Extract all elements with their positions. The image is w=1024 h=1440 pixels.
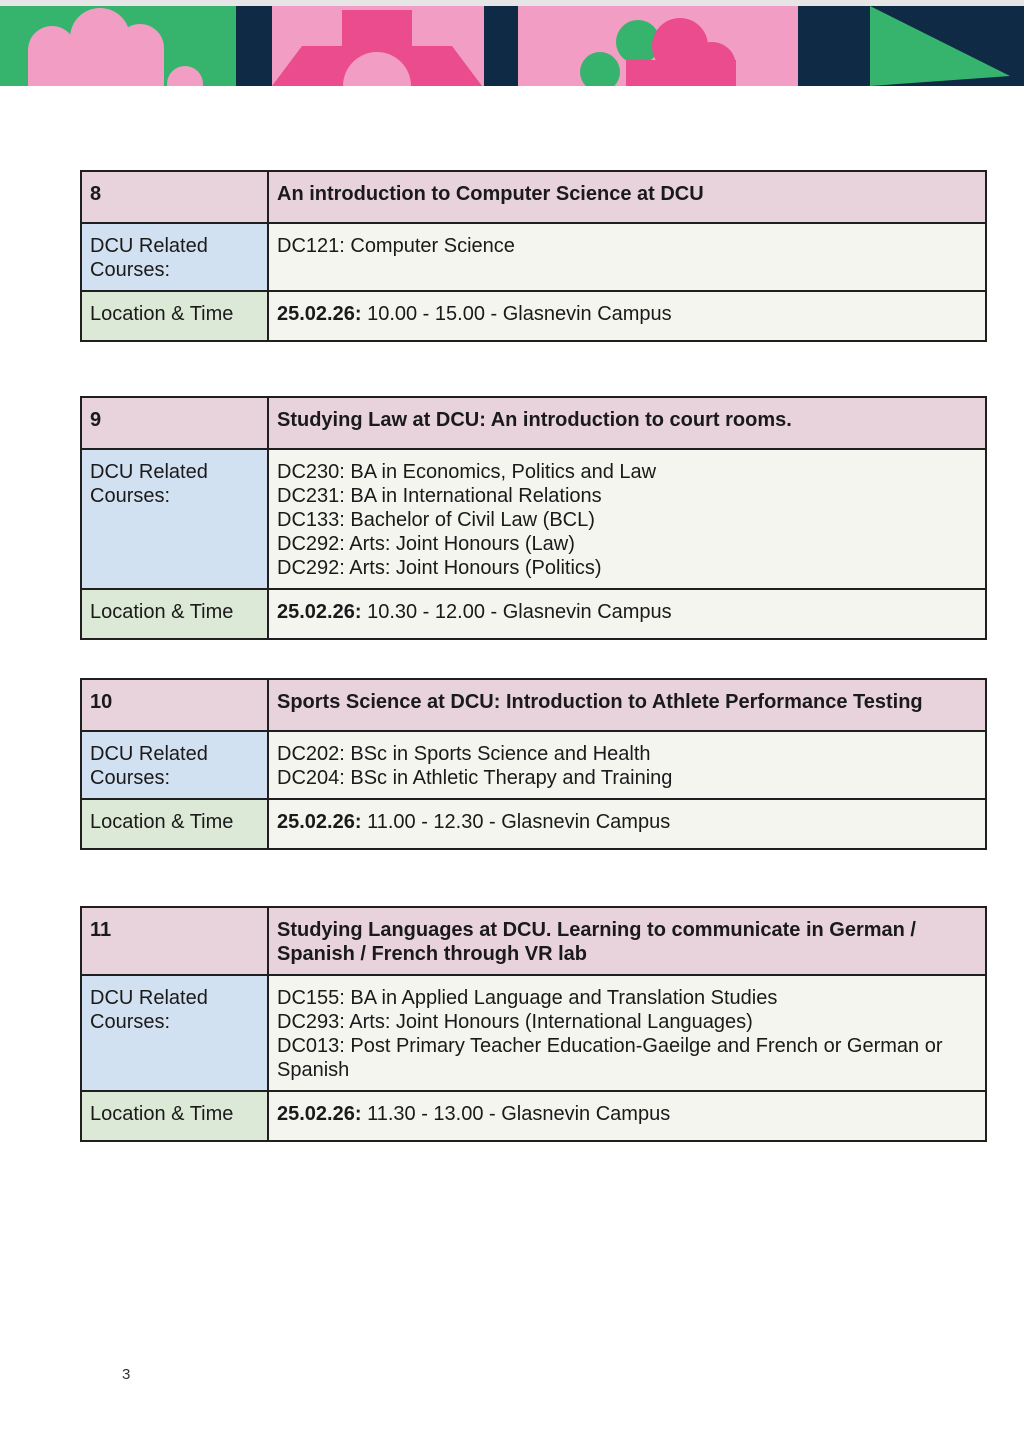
courses-list [268,731,986,799]
event-header-row [81,907,986,975]
decorative-banner [0,0,1024,86]
event-date: 25.02.26: [277,303,362,325]
event-number: 10 [81,679,268,731]
event-table-10 [80,678,987,850]
courses-list [268,449,986,589]
location-label: Location & Time [81,799,268,849]
course-item: DC133: Bachelor of Civil Law (BCL) [277,509,595,531]
location-time-value [268,291,986,341]
location-label: Location & Time [81,1091,268,1141]
event-courses-row [81,223,986,291]
event-table-8 [80,170,987,342]
location-label: Location & Time [81,291,268,341]
location-time-value [268,589,986,639]
event-header-row [81,171,986,223]
page-number: 3 [122,1366,131,1383]
course-item: DC292: Arts: Joint Honours (Law) [277,533,575,555]
event-title: Studying Languages at DCU. Learning to communicate in German / Spanish / French through VR lab [268,907,986,975]
course-item: DC013: Post Primary Teacher Education-Gaeilge and French or German or Spanish [277,1035,943,1081]
event-time-location: 11.00 - 12.30 - Glasnevin Campus [361,811,671,833]
event-title: An introduction to Computer Science at DCU [268,171,986,223]
location-time-value [268,1091,986,1141]
courses-label: DCU Related Courses: [81,975,268,1091]
course-item: DC202: BSc in Sports Science and Health [277,743,651,765]
event-table-9 [80,396,987,640]
courses-list [268,975,986,1091]
courses-list [268,223,986,291]
event-courses-row [81,449,986,589]
event-title: Studying Law at DCU: An introduction to court rooms. [268,397,986,449]
banner-panel-navy [236,6,272,86]
event-time-location: 10.30 - 12.00 - Glasnevin Campus [361,601,672,623]
event-date: 25.02.26: [277,1103,362,1125]
courses-label: DCU Related Courses: [81,449,268,589]
course-item: DC231: BA in International Relations [277,485,602,507]
event-title: Sports Science at DCU: Introduction to Athlete Performance Testing [268,679,986,731]
course-item: DC230: BA in Economics, Politics and Law [277,461,657,483]
location-time-value [268,799,986,849]
course-item: DC121: Computer Science [277,235,515,257]
event-time-location: 11.30 - 13.00 - Glasnevin Campus [361,1103,671,1125]
event-courses-row [81,731,986,799]
course-item: DC292: Arts: Joint Honours (Politics) [277,557,602,579]
course-item: DC293: Arts: Joint Honours (International Languages) [277,1011,753,1033]
location-label: Location & Time [81,589,268,639]
event-number: 11 [81,907,268,975]
event-number: 8 [81,171,268,223]
event-header-row [81,679,986,731]
event-header-row [81,397,986,449]
event-location-row [81,291,986,341]
event-table-11 [80,906,987,1142]
courses-label: DCU Related Courses: [81,731,268,799]
course-item: DC204: BSc in Athletic Therapy and Training [277,767,673,789]
banner-panel-navy-2 [484,6,518,86]
event-location-row [81,799,986,849]
event-location-row [81,589,986,639]
event-time-location: 10.00 - 15.00 - Glasnevin Campus [361,303,672,325]
event-date: 25.02.26: [277,601,362,623]
event-location-row [81,1091,986,1141]
event-date: 25.02.26: [277,811,362,833]
course-item: DC155: BA in Applied Language and Translation Studies [277,987,778,1009]
event-number: 9 [81,397,268,449]
event-courses-row [81,975,986,1091]
courses-label: DCU Related Courses: [81,223,268,291]
banner-panel-navy-3 [798,6,870,86]
